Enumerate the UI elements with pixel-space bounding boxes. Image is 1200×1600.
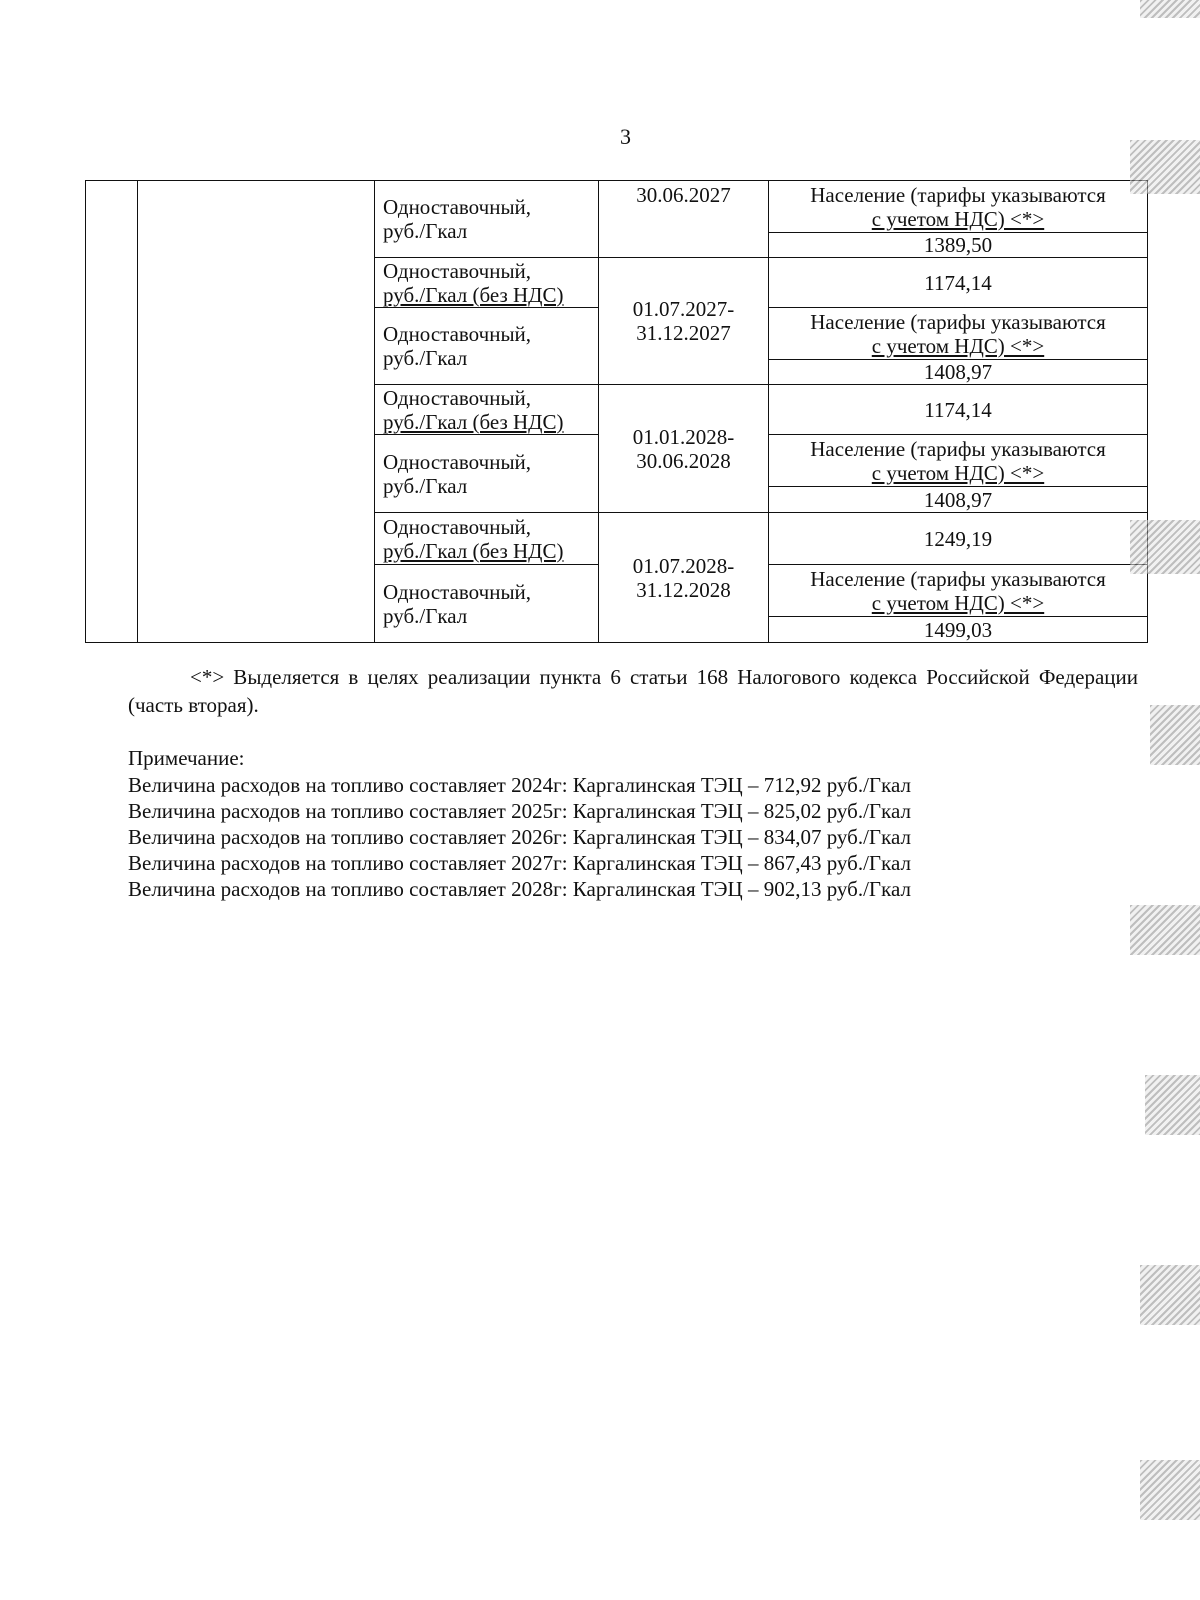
- population-label-cell: [769, 565, 1148, 617]
- tariff-type-cell: [375, 513, 599, 565]
- population-label-cell: [769, 308, 1148, 360]
- tariff-type-label: Одноставочный,: [383, 579, 532, 604]
- tariff-type-label: Одноставочный,: [383, 258, 532, 283]
- population-label-line2: с учетом НДС) <*>: [871, 206, 1045, 231]
- scan-artifact: [1145, 1075, 1200, 1135]
- tariff-type-label: Одноставочный,: [383, 322, 532, 346]
- tariff-type-unit: руб./Гкал (без НДС): [383, 538, 564, 563]
- scan-artifact: [1140, 1460, 1200, 1520]
- page-number: 3: [620, 124, 631, 149]
- period-start: 01.01.2028-: [632, 424, 735, 449]
- tariff-type-cell: [375, 565, 599, 643]
- population-value-cell: 1389,50: [769, 233, 1148, 258]
- tariff-type-label: Одноставочный,: [383, 195, 532, 219]
- scan-artifact: [1140, 1265, 1200, 1325]
- population-label-line1: Население (тарифы указываются: [810, 182, 1106, 207]
- population-label-cell: [769, 181, 1148, 233]
- table-row: [86, 181, 1148, 233]
- tariff-type-cell: [375, 385, 599, 435]
- tariff-table: [85, 180, 1148, 643]
- value-no-vat-cell: 1174,14: [769, 385, 1148, 435]
- tariff-type-unit: руб./Гкал: [383, 603, 468, 628]
- tariff-type-cell: [375, 181, 599, 258]
- blank-cell: [86, 181, 138, 643]
- note-line: Величина расходов на топливо составляет 2027г: Каргалинская ТЭЦ – 867,43 руб./Гкал: [128, 851, 911, 875]
- value-no-vat-cell: 1174,14: [769, 258, 1148, 308]
- note-line: Величина расходов на топливо составляет 2024г: Каргалинская ТЭЦ – 712,92 руб./Гкал: [128, 773, 911, 797]
- value-no-vat-cell: 1249,19: [769, 513, 1148, 565]
- period-end: 31.12.2028: [636, 577, 731, 602]
- tariff-type-cell: [375, 258, 599, 308]
- footnote: <*> Выделяется в целях реализации пункта 6 статьи 168 Налогового кодекса Российской Федерации (часть вторая).: [128, 665, 1138, 717]
- note-title: Примечание:: [128, 746, 245, 770]
- period-end: 31.12.2027: [636, 321, 731, 345]
- blank-cell: [138, 181, 375, 643]
- population-label-line1: Население (тарифы указываются: [810, 309, 1106, 334]
- tariff-type-cell: [375, 308, 599, 385]
- note-line: Величина расходов на топливо составляет 2028г: Каргалинская ТЭЦ – 902,13 руб./Гкал: [128, 877, 911, 901]
- tariff-type-unit: руб./Гкал: [383, 473, 468, 498]
- period-end: 30.06.2028: [636, 448, 731, 473]
- tariff-type-label: Одноставочный,: [383, 449, 532, 474]
- period-cell: 30.06.2027: [599, 181, 769, 258]
- tariff-type-label: Одноставочный,: [383, 514, 532, 539]
- population-label-cell: [769, 435, 1148, 487]
- population-label-line1: Население (тарифы указываются: [810, 566, 1106, 591]
- note-line: Величина расходов на топливо составляет 2026г: Каргалинская ТЭЦ – 834,07 руб./Гкал: [128, 825, 911, 849]
- population-value-cell: 1408,97: [769, 487, 1148, 513]
- tariff-type-unit: руб./Гкал (без НДС): [383, 409, 564, 434]
- scan-artifact: [1130, 140, 1200, 194]
- population-label-line1: Население (тарифы указываются: [810, 436, 1106, 461]
- note-list: [128, 772, 911, 902]
- population-value-cell: 1408,97: [769, 360, 1148, 385]
- scan-artifact: [1130, 520, 1200, 574]
- population-value-cell: 1499,03: [769, 617, 1148, 643]
- scan-artifact: [1150, 705, 1200, 765]
- note-line: Величина расходов на топливо составляет 2025г: Каргалинская ТЭЦ – 825,02 руб./Гкал: [128, 799, 911, 823]
- tariff-type-unit: руб./Гкал: [383, 346, 468, 370]
- tariff-type-unit: руб./Гкал: [383, 219, 468, 243]
- period-cell: [599, 385, 769, 513]
- tariff-type-cell: [375, 435, 599, 513]
- tariff-type-unit: руб./Гкал (без НДС): [383, 282, 564, 307]
- tariff-type-label: Одноставочный,: [383, 385, 532, 410]
- period-cell: [599, 258, 769, 385]
- population-label-line2: с учетом НДС) <*>: [871, 333, 1045, 358]
- population-label-line2: с учетом НДС) <*>: [871, 460, 1045, 485]
- scan-artifact: [1140, 0, 1200, 18]
- population-label-line2: с учетом НДС) <*>: [871, 590, 1045, 615]
- period-start: 01.07.2028-: [632, 553, 735, 578]
- period-start: 01.07.2027-: [632, 297, 735, 321]
- scan-artifact: [1130, 905, 1200, 955]
- period-cell: [599, 513, 769, 643]
